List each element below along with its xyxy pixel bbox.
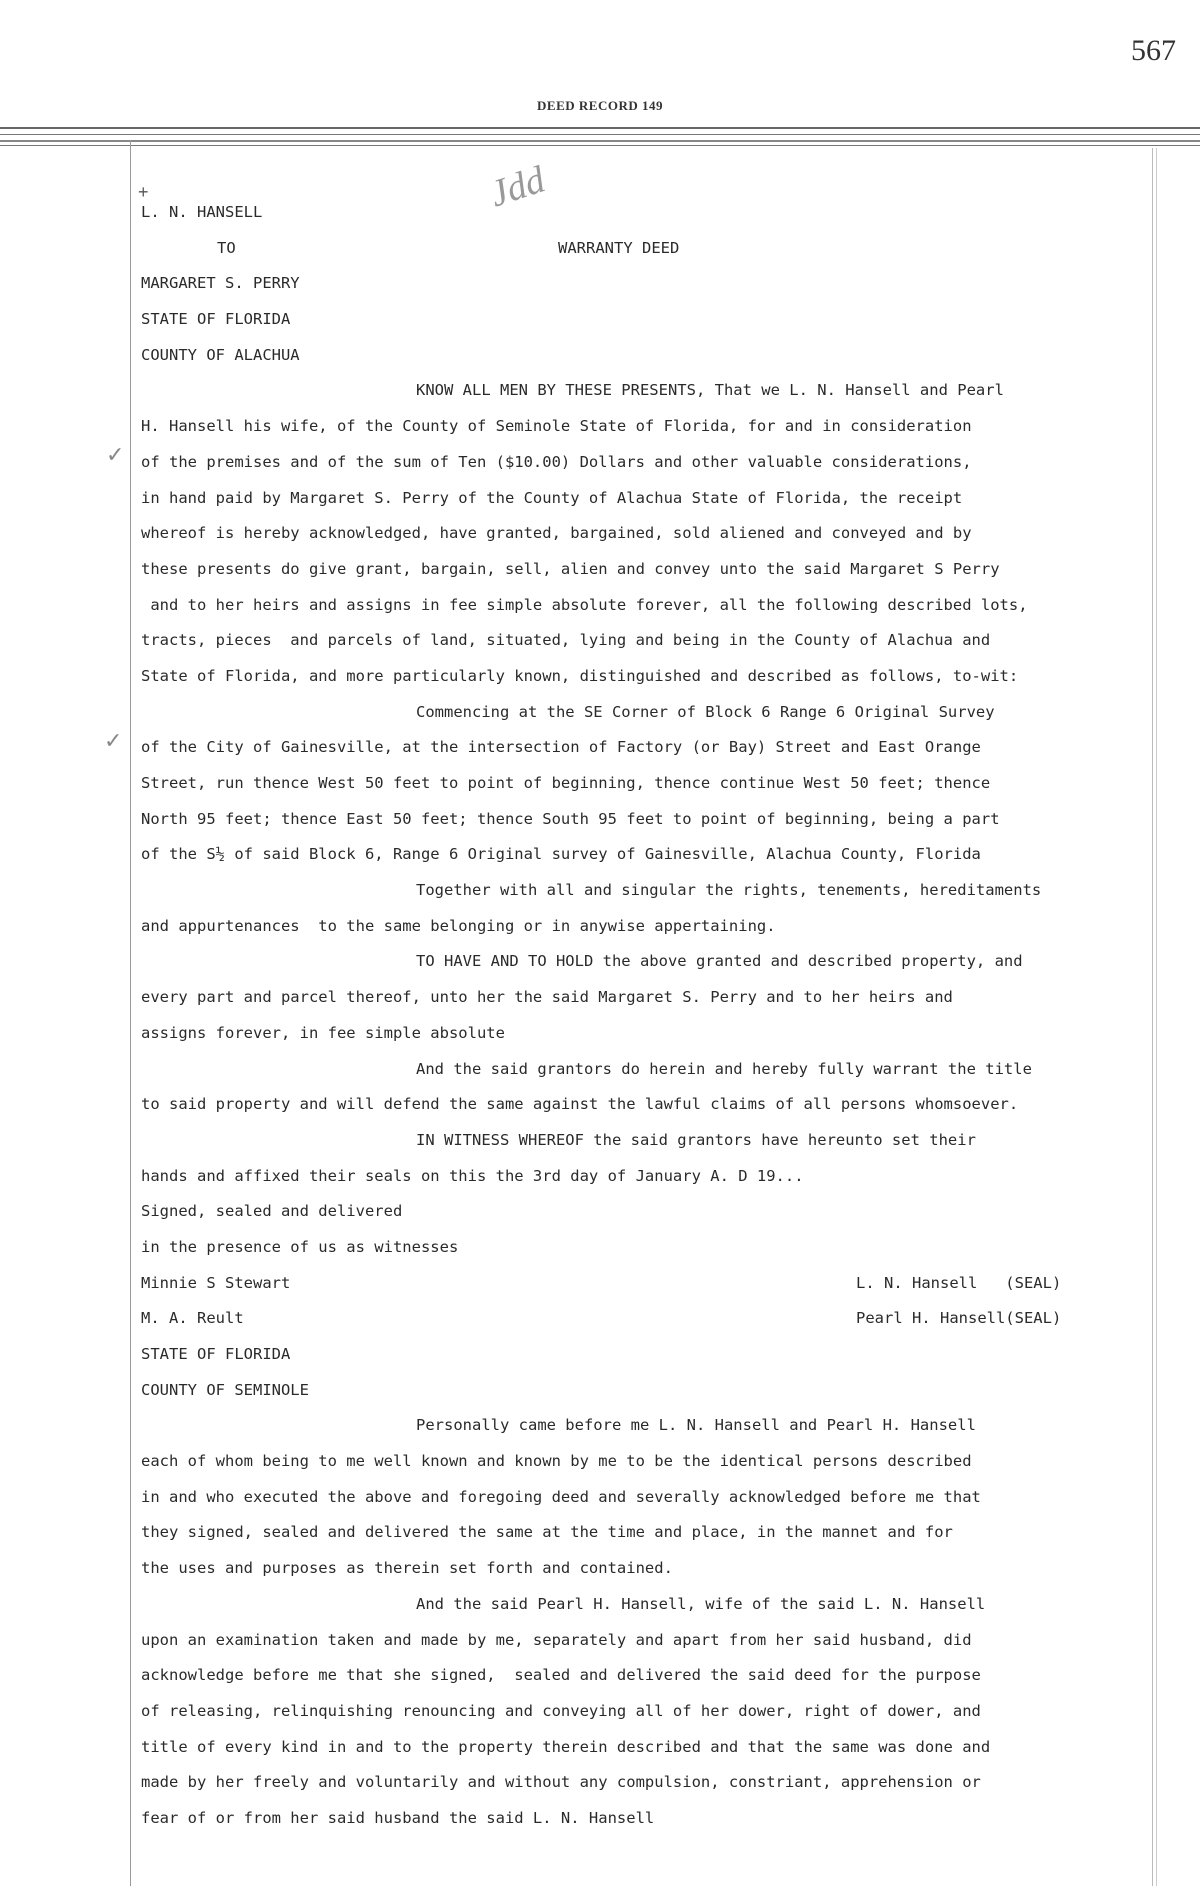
ack-line: each of whom being to me well known and known by me to be the identical persons described <box>141 1452 972 1471</box>
check-mark: ✓ <box>106 442 125 467</box>
plus-mark: + <box>138 182 149 202</box>
body-line: to said property and will defend the same against the lawful claims of all persons whomsoever. <box>141 1095 1019 1114</box>
caption-line <box>141 231 1151 267</box>
body-line: of the premises and of the sum of Ten ($10.00) Dollars and other valuable considerations, <box>141 452 972 471</box>
body-line: tracts, pieces and parcels of land, situated, lying and being in the County of Alachua and <box>141 631 991 650</box>
left-margin-line <box>130 140 131 1886</box>
running-head: DEED RECORD 149 <box>537 98 663 113</box>
body-line: Signed, sealed and delivered <box>141 1202 403 1221</box>
check-mark: ✓ <box>104 728 123 753</box>
ack-line: made by her freely and voluntarily and without any compulsion, constriant, apprehension or <box>141 1773 981 1792</box>
body-line: KNOW ALL MEN BY THESE PRESENTS, That we L. N. Hansell and Pearl <box>416 381 1004 400</box>
body-line: IN WITNESS WHEREOF the said grantors have hereunto set their <box>416 1130 976 1149</box>
deed-text <box>141 195 1151 1837</box>
body-line: And the said grantors do herein and hereby fully warrant the title <box>416 1059 1032 1078</box>
header-rule <box>0 140 1200 142</box>
to-label: TO <box>217 238 236 257</box>
body-line: every part and parcel thereof, unto her the said Margaret S. Perry and to her heirs and <box>141 988 953 1007</box>
body-line: hands and affixed their seals on this the 3rd day of January A. D 19... <box>141 1166 804 1185</box>
witness-name: M. A. Reult <box>141 1309 244 1328</box>
body-line: in hand paid by Margaret S. Perry of the County of Alachua State of Florida, the receipt <box>141 488 963 507</box>
body-line: of the S½ of said Block 6, Range 6 Original survey of Gainesville, Alachua County, Florida <box>141 845 981 864</box>
body-line: State of Florida, and more particularly known, distinguished and described as follows, to-wit: <box>141 666 1019 685</box>
body-line: assigns forever, in fee simple absolute <box>141 1023 505 1042</box>
body-line: Together with all and singular the rights, tenements, hereditaments <box>416 881 1042 900</box>
body-line: whereof is hereby acknowledged, have granted, bargained, sold aliened and conveyed and by <box>141 524 972 543</box>
ack-line: the uses and purposes as therein set forth and contained. <box>141 1559 673 1578</box>
ack-line: they signed, sealed and delivered the same at the time and place, in the mannet and for <box>141 1523 953 1542</box>
witness-name: Minnie S Stewart <box>141 1273 291 1292</box>
grantor-name: L. N. HANSELL <box>141 203 263 221</box>
body-line: of the City of Gainesville, at the intersection of Factory (or Bay) Street and East Orange <box>141 738 981 757</box>
handwritten-initials: Jdd <box>484 158 551 216</box>
caption-line <box>141 195 1151 231</box>
ack-county-caption: COUNTY OF SEMINOLE <box>141 1380 309 1399</box>
deed-title: WARRANTY DEED <box>558 238 680 257</box>
page-number: 567 <box>1131 34 1176 67</box>
ack-line: fear of or from her said husband the said L. N. Hansell <box>141 1808 655 1827</box>
body-line: and to her heirs and assigns in fee simple absolute forever, all the following described lots, <box>141 595 1028 614</box>
county-caption: COUNTY OF ALACHUA <box>141 345 300 364</box>
body-line: TO HAVE AND TO HOLD the above granted and described property, and <box>416 952 1023 971</box>
body-line: and appurtenances to the same belonging or in anywise appertaining. <box>141 916 776 935</box>
header-rule <box>0 134 1200 135</box>
witness-signature-row <box>141 1266 1151 1302</box>
right-margin-line <box>1152 148 1153 1886</box>
grantor-signature: L. N. Hansell (SEAL) <box>856 1273 1062 1292</box>
body-line: Commencing at the SE Corner of Block 6 Range 6 Original Survey <box>416 702 995 721</box>
body-line: these presents do give grant, bargain, sell, alien and convey unto the said Margaret S Perry <box>141 559 1000 578</box>
witness-signature-row <box>141 1301 1151 1337</box>
ack-state-caption: STATE OF FLORIDA <box>141 1345 291 1363</box>
ack-line: in and who executed the above and foregoing deed and severally acknowledged before me that <box>141 1487 981 1506</box>
ack-line: of releasing, relinquishing renouncing and conveying all of her dower, right of dower, and <box>141 1701 981 1720</box>
body-line: in the presence of us as witnesses <box>141 1237 459 1256</box>
ack-line: Personally came before me L. N. Hansell and Pearl H. Hansell <box>416 1416 976 1435</box>
ack-line: And the said Pearl H. Hansell, wife of the said L. N. Hansell <box>416 1594 986 1613</box>
grantor-signature: Pearl H. Hansell(SEAL) <box>856 1309 1062 1328</box>
body-line: Street, run thence West 50 feet to point of beginning, thence continue West 50 feet; thence <box>141 774 991 792</box>
right-margin-line <box>1156 148 1157 1886</box>
header-rule <box>0 127 1200 129</box>
body-line: North 95 feet; thence East 50 feet; thence South 95 feet to point of beginning, being a part <box>141 809 1000 828</box>
ack-line: acknowledge before me that she signed, sealed and delivered the said deed for the purpose <box>141 1666 981 1685</box>
header-rule <box>0 145 1200 146</box>
ack-line: upon an examination taken and made by me, separately and apart from her said husband, did <box>141 1630 972 1649</box>
state-caption: STATE OF FLORIDA <box>141 310 291 329</box>
ack-line: title of every kind in and to the property therein described and that the same was done and <box>141 1737 991 1756</box>
body-line: H. Hansell his wife, of the County of Seminole State of Florida, for and in consideration <box>141 417 972 436</box>
grantee-name: MARGARET S. PERRY <box>141 274 300 293</box>
